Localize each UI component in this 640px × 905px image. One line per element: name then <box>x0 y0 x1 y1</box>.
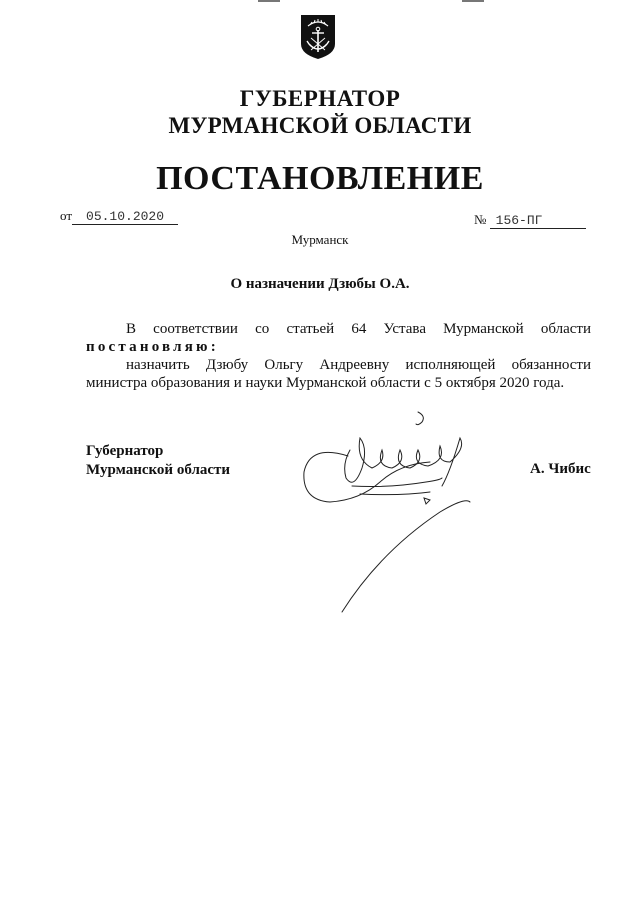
number-prefix: № <box>474 212 487 227</box>
document-subject: О назначении Дзюбы О.А. <box>230 276 410 292</box>
issuer-region: МУРМАНСКОЙ ОБЛАСТИ <box>168 113 472 138</box>
signatory-region: Мурманской области <box>86 462 231 478</box>
scan-artifact <box>258 0 280 2</box>
signatory-title: Губернатор <box>86 443 164 459</box>
date-prefix: от <box>60 208 73 223</box>
number-value: 156-ПГ <box>490 213 586 229</box>
body-paragraph-2: назначить Дзюбу Ольгу Андреевну исполняющей обязанности министра образования и науки Мурманской области с 5 октября 2020 года. <box>86 357 591 391</box>
body-paragraph-1: В соответствии со статьей 64 Устава Мурманской области <box>126 321 591 337</box>
document-date <box>60 208 178 225</box>
document-type: ПОСТАНОВЛЕНИЕ <box>156 160 484 197</box>
document-number <box>474 212 586 229</box>
coat-of-arms-icon <box>300 14 336 60</box>
handwritten-signature <box>290 402 490 622</box>
scan-artifact <box>462 0 484 2</box>
signatory-name: А. Чибис <box>530 461 591 477</box>
date-value: 05.10.2020 <box>72 209 178 225</box>
issue-city: Мурманск <box>291 232 349 247</box>
decree-word: постановляю: <box>86 339 219 355</box>
issuer-title: ГУБЕРНАТОР <box>239 86 401 111</box>
